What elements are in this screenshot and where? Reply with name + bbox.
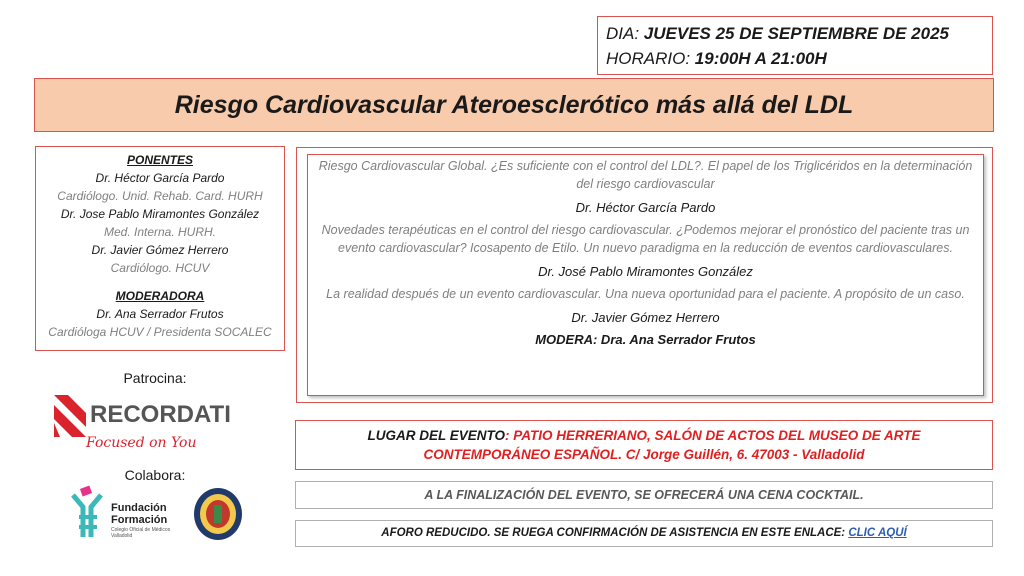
talk-speaker: Dr. José Pablo Miramontes González xyxy=(538,264,753,279)
venue-value-2: CONTEMPORÁNEO ESPAÑOL. C/ Jorge Guillén, 6. 47003 - Valladolid xyxy=(423,447,865,462)
speaker-name: Dr. Javier Gómez Herrero xyxy=(91,243,229,257)
speaker-role: Cardiólogo. HCUV xyxy=(110,261,210,275)
moderator-name: Dr. Ana Serrador Frutos xyxy=(96,307,224,321)
college-seal-icon xyxy=(193,487,243,541)
speaker-role: Cardiólogo. Unid. Rehab. Card. HURH xyxy=(57,189,263,203)
speaker-role: Med. Interna. HURH. xyxy=(103,225,217,239)
sponsor-name: RECORDATI xyxy=(90,401,231,428)
event-title: Riesgo Cardiovascular Ateroesclerótico más allá del LDL xyxy=(174,90,854,119)
cocktail-text: A LA FINALIZACIÓN DEL EVENTO, SE OFRECERÁ UNA CENA COCKTAIL. xyxy=(424,488,864,502)
program-moderator: MODERA: Dra. Ana Serrador Frutos xyxy=(535,332,756,347)
sponsor-label: Patrocina: xyxy=(123,370,187,386)
speakers-header: PONENTES xyxy=(126,153,193,167)
collab-name-2: Formación xyxy=(111,514,168,526)
program-panel xyxy=(296,147,993,403)
venue-label: LUGAR DEL EVENTO xyxy=(367,428,505,443)
cocktail-notice xyxy=(295,481,993,509)
program-list xyxy=(307,154,984,396)
collab-label: Colabora: xyxy=(124,467,186,483)
sponsor-tagline: Focused on You xyxy=(86,435,197,451)
collab-sub: Colegio Oficial de Médicos Valladolid xyxy=(111,527,171,539)
talk-topic: La realidad después de un evento cardiovascular. Una nueva oportunidad para el paciente. A propósito de un caso. xyxy=(326,287,965,301)
event-title-banner xyxy=(34,78,994,132)
speakers-panel xyxy=(35,146,285,351)
moderator-header: MODERADORA xyxy=(115,289,205,303)
venue-value-1: : PATIO HERRERIANO, SALÓN DE ACTOS DEL MUSEO DE ARTE xyxy=(504,428,921,443)
speaker-name: Dr. Héctor García Pardo xyxy=(95,171,225,185)
time-line xyxy=(606,46,984,71)
date-time-box xyxy=(597,16,993,75)
time-value: 19:00H A 21:00H xyxy=(694,49,827,68)
rsvp-link[interactable]: CLIC AQUÍ xyxy=(848,527,907,539)
recordati-mark-icon xyxy=(52,393,257,453)
venue-line-1 xyxy=(296,426,992,445)
talk-speaker: Dr. Javier Gómez Herrero xyxy=(571,310,720,325)
talk-topic: Riesgo Cardiovascular Global. ¿Es suficiente con el control del LDL?. El papel de los Triglicéridos en la determinación del riesgo cardiovascular xyxy=(318,159,973,191)
talk-topic: Novedades terapéuticas en el control del riesgo cardiovascular. ¿Podemos mejorar el pronóstico del paciente tras un evento cardiovascular? Icosapento de Etilo. Un nuevo paradigma en la reducción de eventos cardiovasculares. xyxy=(321,223,970,255)
day-label: DIA: xyxy=(606,24,640,43)
rsvp-notice xyxy=(295,520,993,547)
day-value: JUEVES 25 DE SEPTIEMBRE DE 2025 xyxy=(643,24,949,43)
talk-speaker: Dr. Héctor García Pardo xyxy=(575,200,716,215)
moderator-role: Cardióloga HCUV / Presidenta SOCALEC xyxy=(48,325,272,339)
fundacion-logo xyxy=(65,485,245,545)
time-label: HORARIO: xyxy=(606,49,691,68)
collab-name-1: Fundación xyxy=(111,502,167,514)
speaker-name: Dr. Jose Pablo Miramontes González xyxy=(60,207,260,221)
recordati-logo xyxy=(52,393,257,453)
venue-box xyxy=(295,420,993,470)
rsvp-text: AFORO REDUCIDO. SE RUEGA CONFIRMACIÓN DE ASISTENCIA EN ESTE ENLACE: xyxy=(381,527,849,539)
date-line xyxy=(606,21,984,46)
